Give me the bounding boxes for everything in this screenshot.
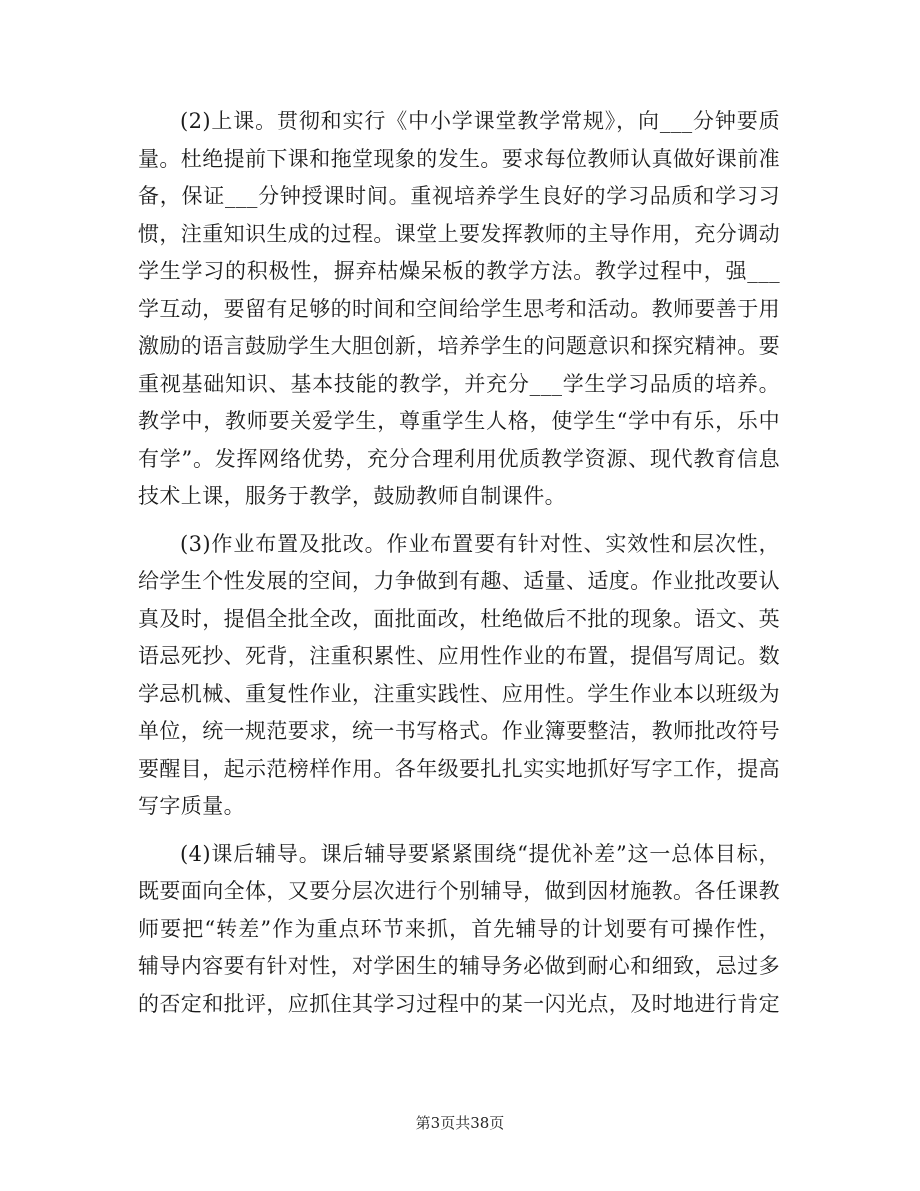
page-number-footer: 第3页共38页	[415, 1114, 505, 1132]
document-body	[138, 103, 780, 1033]
paragraph-class-teaching: (2)上课。贯彻和实行《中小学课堂教学常规》，向___分钟要质量。杜绝提前下课和拖堂现象的发生。要求每位教师认真做好课前准备，保证___分钟授课时间。重视培养学生良好的学习品质和学习习惯，注重知识生成的过程。课堂上要发挥教师的主导作用，充分调动学生学习的积极性，摒弃枯燥呆板的教学方法。教学过程中，强___学互动，要留有足够的时间和空间给学生思考和活动。教师要善于用激励的语言鼓励学生大胆创新，培养学生的问题意识和探究精神。要重视基础知识、基本技能的教学，并充分___学生学习品质的培养。教学中，教师要关爱学生，尊重学生人格，使学生“学中有乐，乐中有学”。发挥网络优势，充分合理利用优质教学资源、现代教育信息技术上课，服务于教学，鼓励教师自制课件。	[138, 109, 780, 508]
paragraph-after-class-tutoring: (4)课后辅导。课后辅导要紧紧围绕“提优补差”这一总体目标，既要面向全体，又要分层次进行个别辅导，做到因材施教。各任课教师要把“转差”作为重点环节来抓，首先辅导的计划要有可操作性，辅导内容要有针对性，对学困生的辅导务必做到耐心和细致，忌过多的否定和批评，应抓住其学习过程中的某一闪光点，及时地进行肯定	[138, 841, 780, 1016]
paragraph-homework: (3)作业布置及批改。作业布置要有针对性、实效性和层次性，给学生个性发展的空间，力争做到有趣、适量、适度。作业批改要认真及时，提倡全批全改，面批面改，杜绝做后不批的现象。语文、英语忌死抄、死背，注重积累性、应用性作业的布置，提倡写周记。数学忌机械、重复性作业，注重实践性、应用性。学生作业本以班级为单位，统一规范要求，统一书写格式。作业簿要整洁，教师批改符号要醒目，起示范榜样作用。各年级要扎扎实实地抓好写字工作，提高写字质量。	[138, 531, 780, 818]
